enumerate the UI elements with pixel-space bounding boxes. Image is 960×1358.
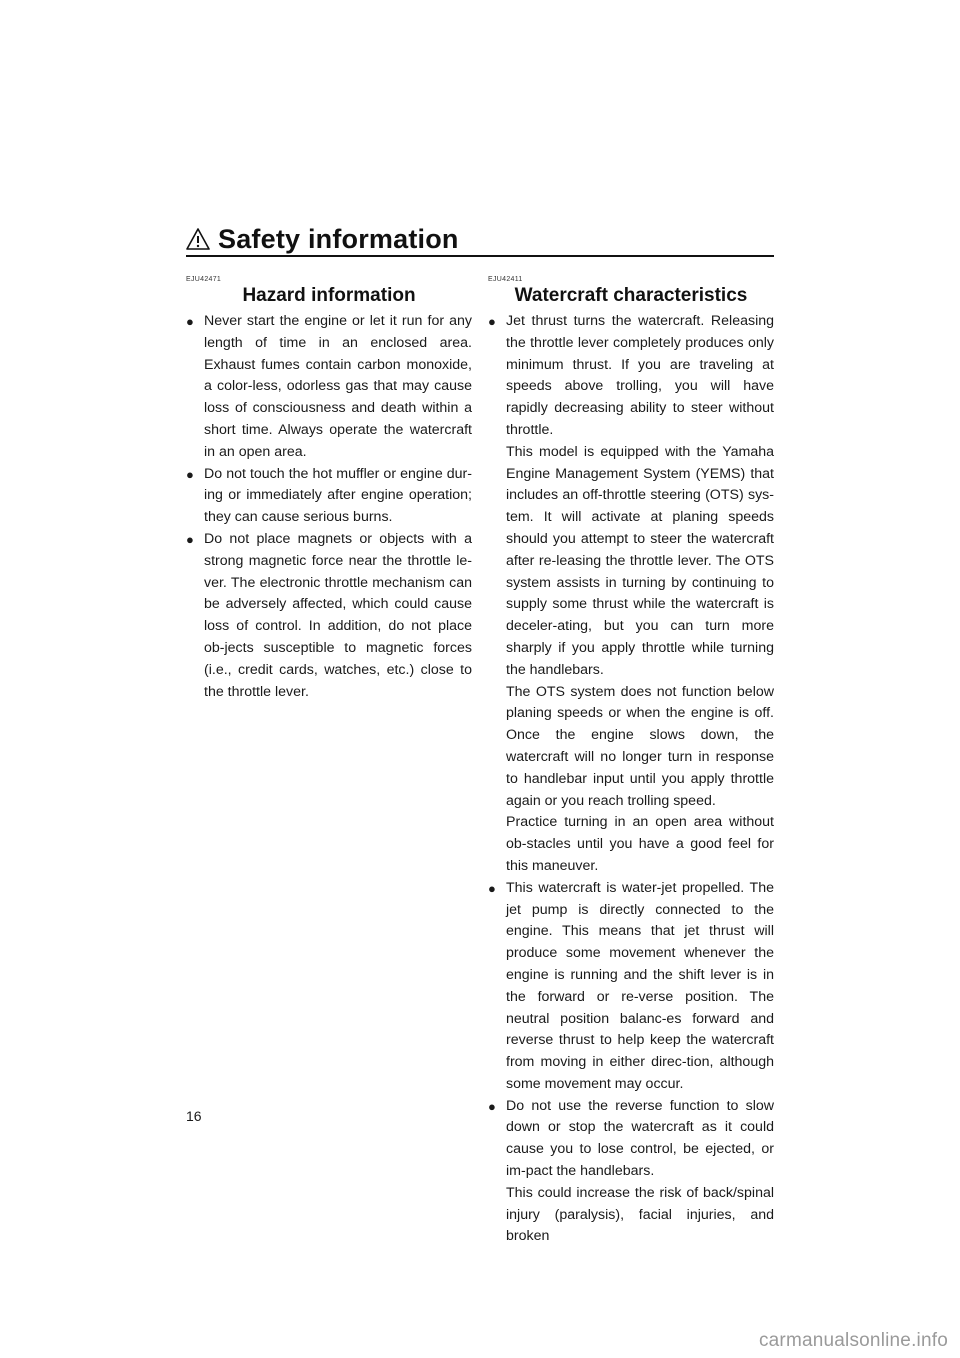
section-title-hazard: Hazard information: [242, 285, 416, 306]
list-item: ● Never start the engine or let it run for any length of time in an enclosed area. Exhaust fumes contain carbon monoxide, a color-less, odorless gas that may cause loss of consciousness and death within a short time. Always operate the watercraft in an open area.: [186, 313, 472, 460]
page-title: Safety information: [218, 223, 459, 254]
section-title-watercraft: Watercraft characteristics: [514, 285, 748, 306]
right-column: [488, 276, 774, 1248]
paragraph: The OTS system does not function below planing speeds or when the engine is off. Once the engine slows down, the watercraft will no longer turn in response to handlebar input until you apply throttle again or you reach trolling speed.: [506, 683, 774, 809]
paragraph: This model is equipped with the Yamaha Engine Management System (YEMS) that includes an off-throttle steering (OTS) sys-tem. It will activate at planing speeds should you attempt to steer the watercraft after re-leasing the throttle lever. The OTS system assists in turning by continuing to supply some thrust while the watercraft is deceler-ating, but you can turn more sharply if you apply throttle while turning the handlebars.: [506, 443, 774, 678]
bullet-icon: ●: [488, 1098, 496, 1114]
page-number: 16: [186, 1108, 202, 1124]
list-item: ● Do not place magnets or objects with a strong magnetic force near the throttle le-ver. The electronic throttle mechanism can be adversely affected, which could cause loss of control. In addition, do not place ob-jects susceptible to magnetic forces (i.e., credit cards, watches, etc.) close to the throttle lever.: [186, 530, 472, 700]
paragraph: Practice turning in an open area without ob-stacles until you have a good feel for this maneuver.: [506, 814, 774, 874]
header-divider: [186, 255, 774, 257]
bullet-icon: ●: [488, 314, 496, 329]
list-item: ● This watercraft is water-jet propelled. The jet pump is directly connected to the engine. This means that jet thrust will produce some movement whenever the engine is running and the shift lever is in the forward or re-verse position. The neutral position balanc-es forward and reverse thrust to help keep the watercraft from moving in either direc-tion, although some movement may occur.: [488, 879, 774, 1092]
list-item: ● Do not touch the hot muffler or engine dur-ing or immediately after engine operation; they can cause serious burns.: [186, 465, 472, 526]
section-code: EJU42471: [186, 276, 222, 283]
paragraph: This could increase the risk of back/spinal injury (paralysis), facial injuries, and broken: [506, 1184, 774, 1245]
section-code: EJU42411: [488, 276, 523, 283]
warning-triangle-icon: [186, 227, 210, 251]
bullet-icon: ●: [488, 880, 496, 896]
page-header: [186, 222, 774, 256]
bullet-icon: ●: [186, 466, 194, 482]
bullet-icon: ●: [186, 531, 194, 547]
left-column: [186, 276, 472, 703]
watermark: carmanualsonline.info: [758, 1330, 948, 1351]
bullet-icon: ●: [186, 314, 194, 329]
list-item: ● Do not use the reverse function to slow down or stop the watercraft as it could cause you to lose control, be ejected, or im-pact the handlebars.: [488, 1097, 774, 1180]
list-item: ● Jet thrust turns the watercraft. Releasing the throttle lever completely produces only minimum thrust. If you are traveling at speeds above trolling, you will have rapidly decreasing ability to steer without throttle.: [488, 313, 774, 438]
